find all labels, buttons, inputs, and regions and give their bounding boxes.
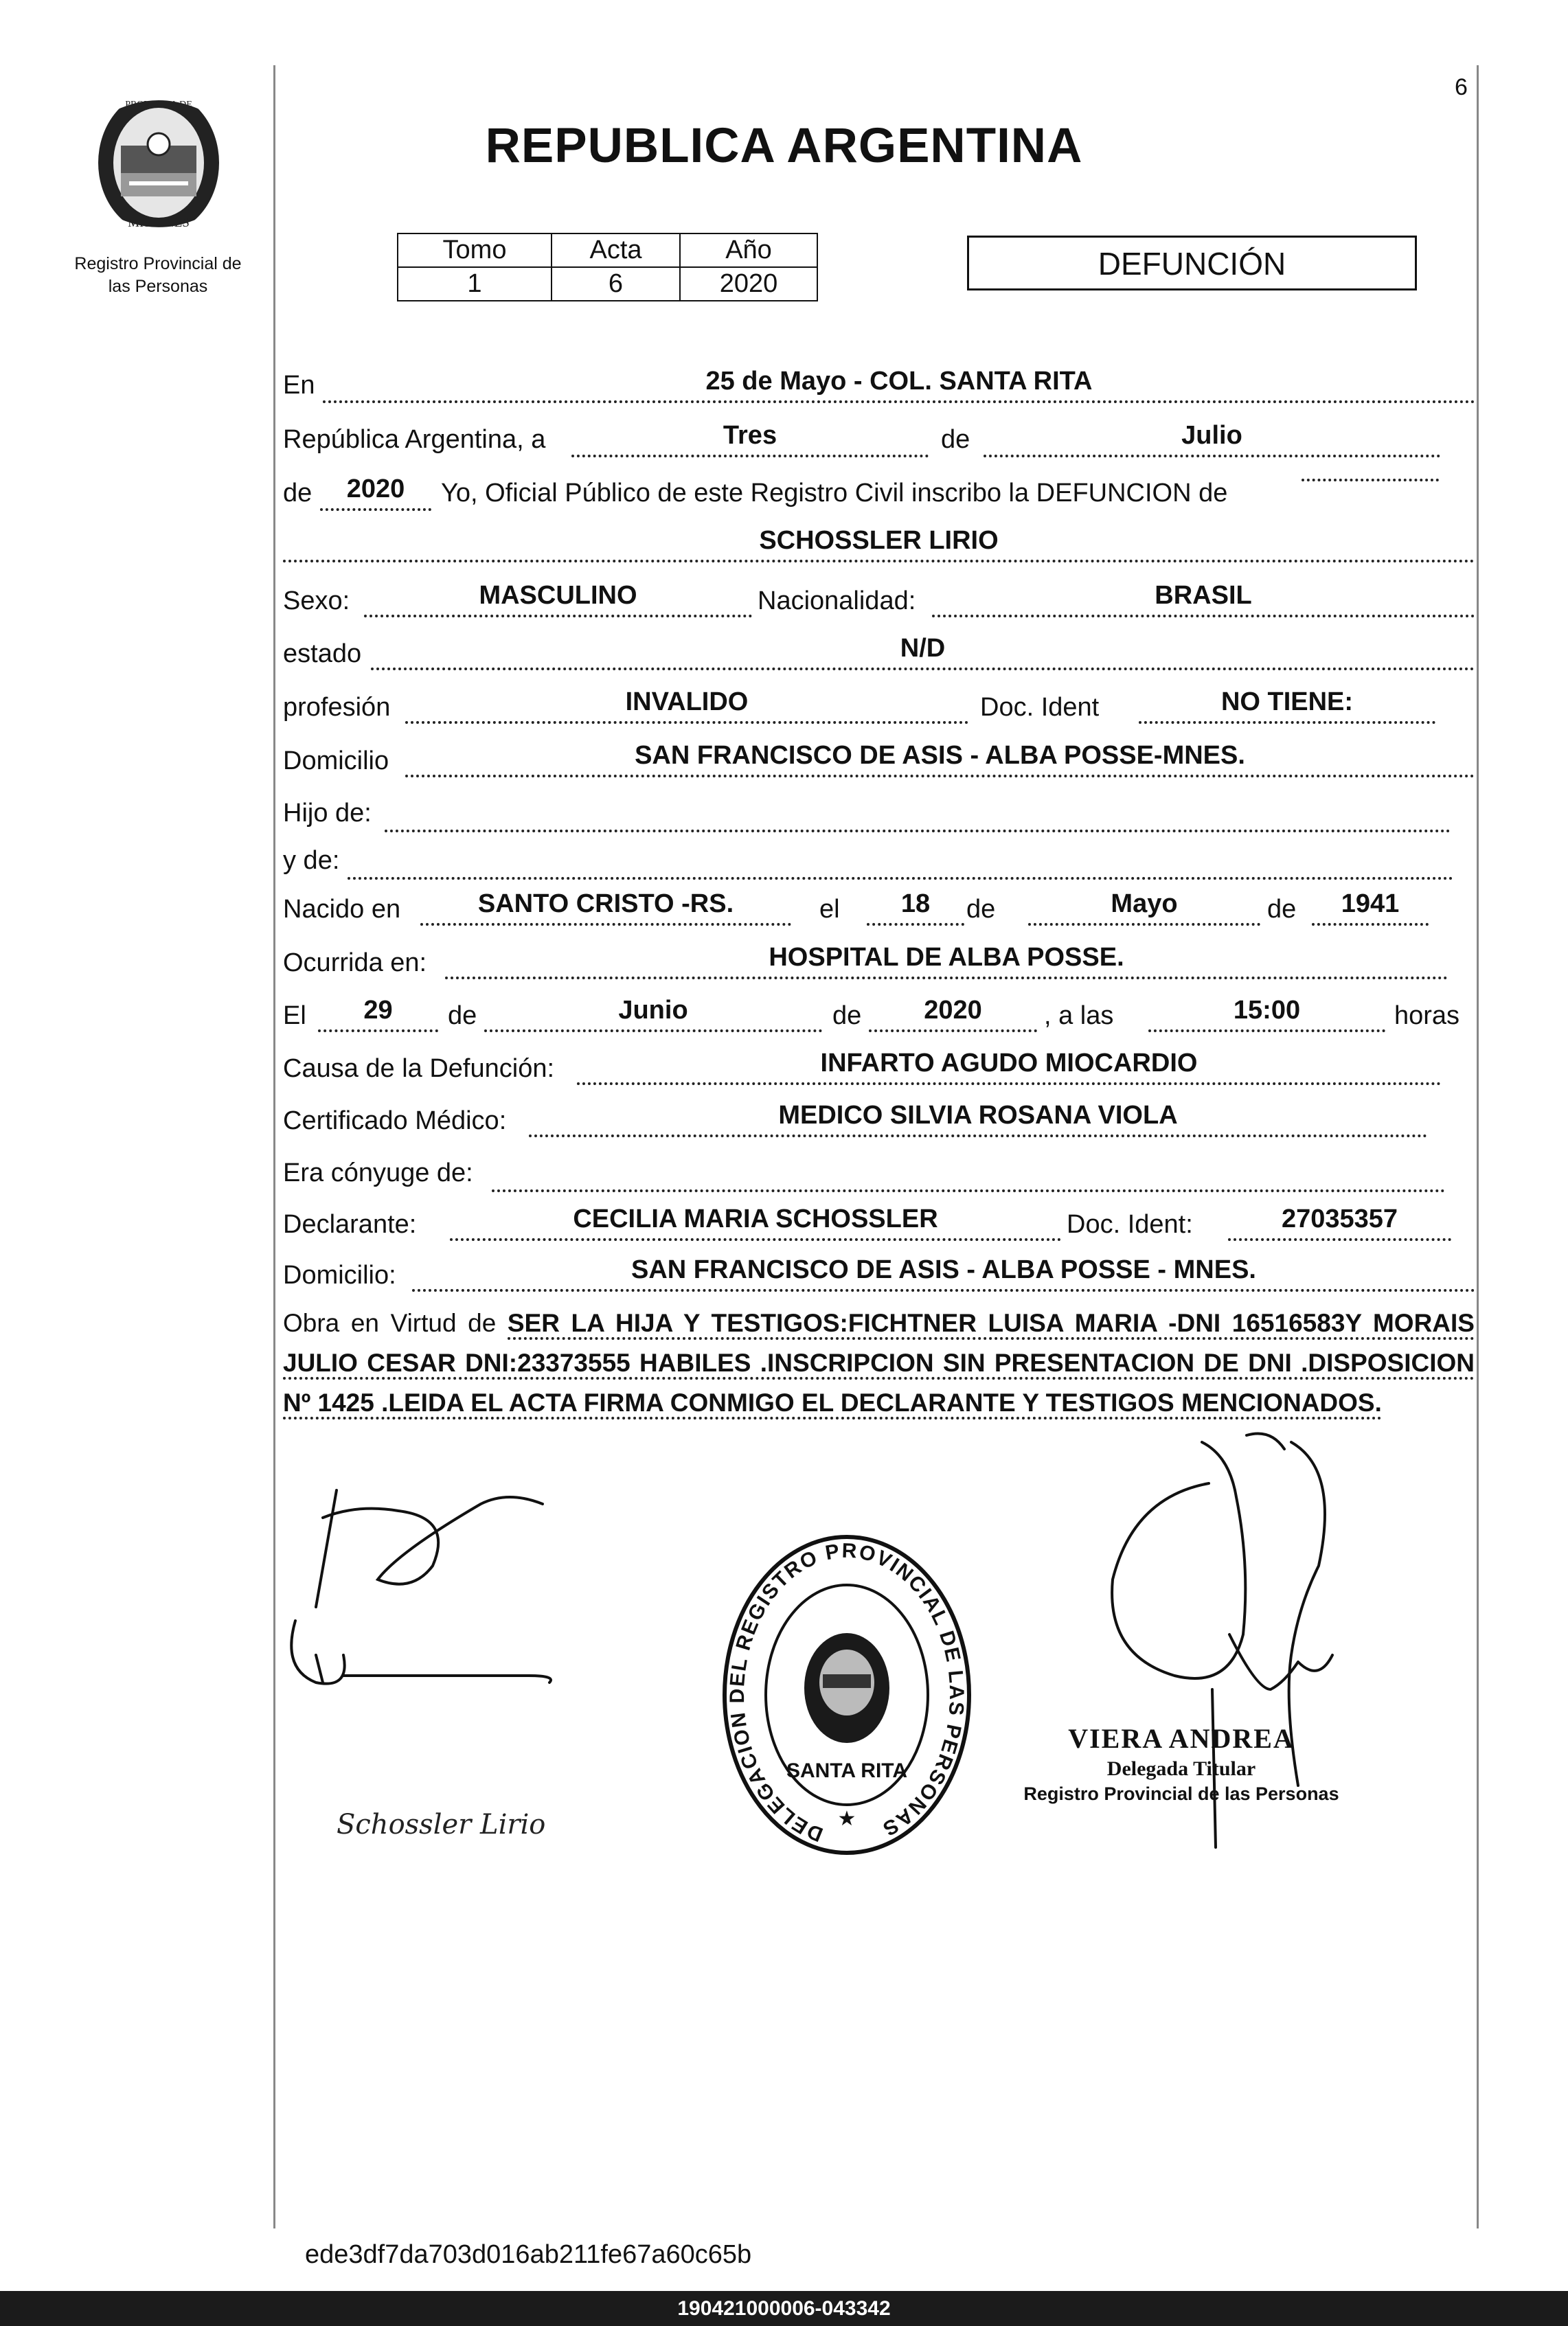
certificado-label: Certificado Médico:	[283, 1106, 507, 1135]
el-label: el	[819, 895, 840, 924]
death-year: 2020	[869, 996, 1037, 1032]
sexo-label: Sexo:	[283, 586, 350, 615]
record-table	[397, 233, 818, 301]
y-de-label: y de:	[283, 846, 340, 875]
birth-year: 1941	[1312, 889, 1429, 926]
domicilio-value: SAN FRANCISCO DE ASIS - ALBA POSSE-MNES.	[405, 741, 1475, 777]
birth-de-label: de	[966, 895, 996, 924]
official-name: VIERA ANDREA	[1068, 1723, 1295, 1754]
death-month: Junio	[484, 996, 822, 1032]
right-margin-line	[1477, 65, 1479, 2228]
el2-label: El	[283, 1001, 306, 1030]
month: Julio	[984, 421, 1440, 457]
doc-ident-value: NO TIENE:	[1139, 687, 1435, 724]
official-block	[1010, 1722, 1353, 1805]
official-institution: Registro Provincial de las Personas	[1023, 1783, 1339, 1804]
alas-label: , a las	[1044, 1001, 1114, 1030]
seal-text-top: PROVINCIA DE	[125, 100, 192, 110]
declarante-label: Declarante:	[283, 1210, 417, 1239]
day-word: Tres	[571, 421, 929, 457]
acta-value: 6	[552, 267, 680, 301]
birth-day: 18	[867, 889, 964, 926]
conyuge-label: Era cónyuge de:	[283, 1159, 473, 1187]
year: 2020	[320, 475, 431, 511]
y-de-value	[348, 841, 1453, 880]
en-label: En	[283, 371, 315, 400]
seal-text-bottom: MISIONES	[128, 216, 190, 230]
death-de-label: de	[448, 1001, 477, 1030]
nacido-label: Nacido en	[283, 895, 401, 924]
certificado-value: MEDICO SILVIA ROSANA VIOLA	[529, 1101, 1427, 1137]
stamp-ring-text: DELEGACION DEL REGISTRO PROVINCIAL DE LAS PERSONAS	[726, 1539, 968, 1846]
stamp-star-icon: ★	[837, 1808, 856, 1830]
page-number: 6	[1455, 74, 1468, 100]
ocurrida-value: HOSPITAL DE ALBA POSSE.	[445, 943, 1448, 979]
record-type-box: DEFUNCIÓN	[967, 236, 1417, 290]
birth-de2-label: de	[1267, 895, 1297, 924]
footer-id-bar: 190421000006-043342	[0, 2291, 1568, 2326]
declarant-signature	[275, 1476, 604, 1765]
inscribo-blank	[1302, 475, 1439, 481]
document-hash: ede3df7da703d016ab211fe67a60c65b	[305, 2240, 752, 2269]
year-prefix: de	[283, 479, 313, 508]
inscribo-text: Yo, Oficial Público de este Registro Civil inscribo la DEFUNCION de	[441, 479, 1228, 508]
horas-label: horas	[1394, 1001, 1460, 1030]
causa-label: Causa de la Defunción:	[283, 1054, 555, 1083]
hijo-label: Hijo de:	[283, 799, 372, 828]
sexo-value: MASCULINO	[364, 581, 752, 617]
nacionalidad-value: BRASIL	[932, 581, 1475, 617]
obra-text: SER LA HIJA Y TESTIGOS:FICHTNER LUISA MARIA -DNI 16516583Y MORAIS JULIO CESAR DNI:23373555 HABILES .INSCRIPCION SIN PRESENTACION DE DNI .DISPOSICION Nº 1425 .LEIDA EL ACTA FIRMA CONMIGO EL DECLARANTE Y TESTIGOS MENCIONADOS.	[283, 1309, 1475, 1419]
official-stamp	[720, 1530, 974, 1860]
de-label: de	[941, 425, 970, 454]
registry-label-line2: las Personas	[108, 277, 208, 296]
official-role: Delegada Titular	[1106, 1757, 1256, 1780]
acta-header: Acta	[552, 233, 680, 267]
republica-label: República Argentina, a	[283, 425, 546, 454]
handwritten-name: Schossler Lirio	[337, 1809, 546, 1840]
declarante-value: CECILIA MARIA SCHOSSLER	[450, 1205, 1061, 1241]
declarante-doc-value: 27035357	[1228, 1205, 1451, 1241]
tomo-value: 1	[398, 267, 552, 301]
nacionalidad-label: Nacionalidad:	[758, 586, 916, 615]
declarante-dom-label: Domicilio:	[283, 1261, 396, 1290]
deceased-name: SCHOSSLER LIRIO	[283, 526, 1475, 562]
page-title: REPUBLICA ARGENTINA	[485, 119, 1083, 173]
death-time: 15:00	[1148, 996, 1385, 1032]
death-day: 29	[318, 996, 438, 1032]
en-value: 25 de Mayo - COL. SANTA RITA	[323, 367, 1475, 403]
nacido-value: SANTO CRISTO -RS.	[420, 889, 791, 926]
doc-ident-label: Doc. Ident	[980, 693, 1100, 722]
registry-label	[55, 253, 261, 298]
profesion-label: profesión	[283, 693, 391, 722]
ocurrida-label: Ocurrida en:	[283, 948, 427, 977]
causa-value: INFARTO AGUDO MIOCARDIO	[577, 1049, 1441, 1085]
domicilio-label: Domicilio	[283, 746, 389, 775]
profesion-value: INVALIDO	[405, 687, 968, 724]
left-margin-line	[273, 65, 275, 2228]
conyuge-value	[492, 1154, 1445, 1192]
stamp-inner-text: SANTA RITA	[786, 1759, 908, 1782]
handwritten-name-signature	[330, 1799, 591, 1847]
estado-label: estado	[283, 639, 362, 668]
tomo-header: Tomo	[398, 233, 552, 267]
declarante-domicilio-value: SAN FRANCISCO DE ASIS - ALBA POSSE - MNES.	[412, 1255, 1475, 1292]
declarante-doc-label: Doc. Ident:	[1067, 1210, 1193, 1239]
obra-paragraph	[283, 1303, 1475, 1423]
anio-header: Año	[680, 233, 817, 267]
registry-label-line1: Registro Provincial de	[74, 254, 242, 273]
estado-value: N/D	[371, 634, 1475, 670]
anio-value: 2020	[680, 267, 817, 301]
hijo-value	[385, 794, 1451, 832]
birth-month: Mayo	[1028, 889, 1260, 926]
death-de2-label: de	[832, 1001, 862, 1030]
obra-label: Obra en Virtud de	[283, 1309, 497, 1337]
